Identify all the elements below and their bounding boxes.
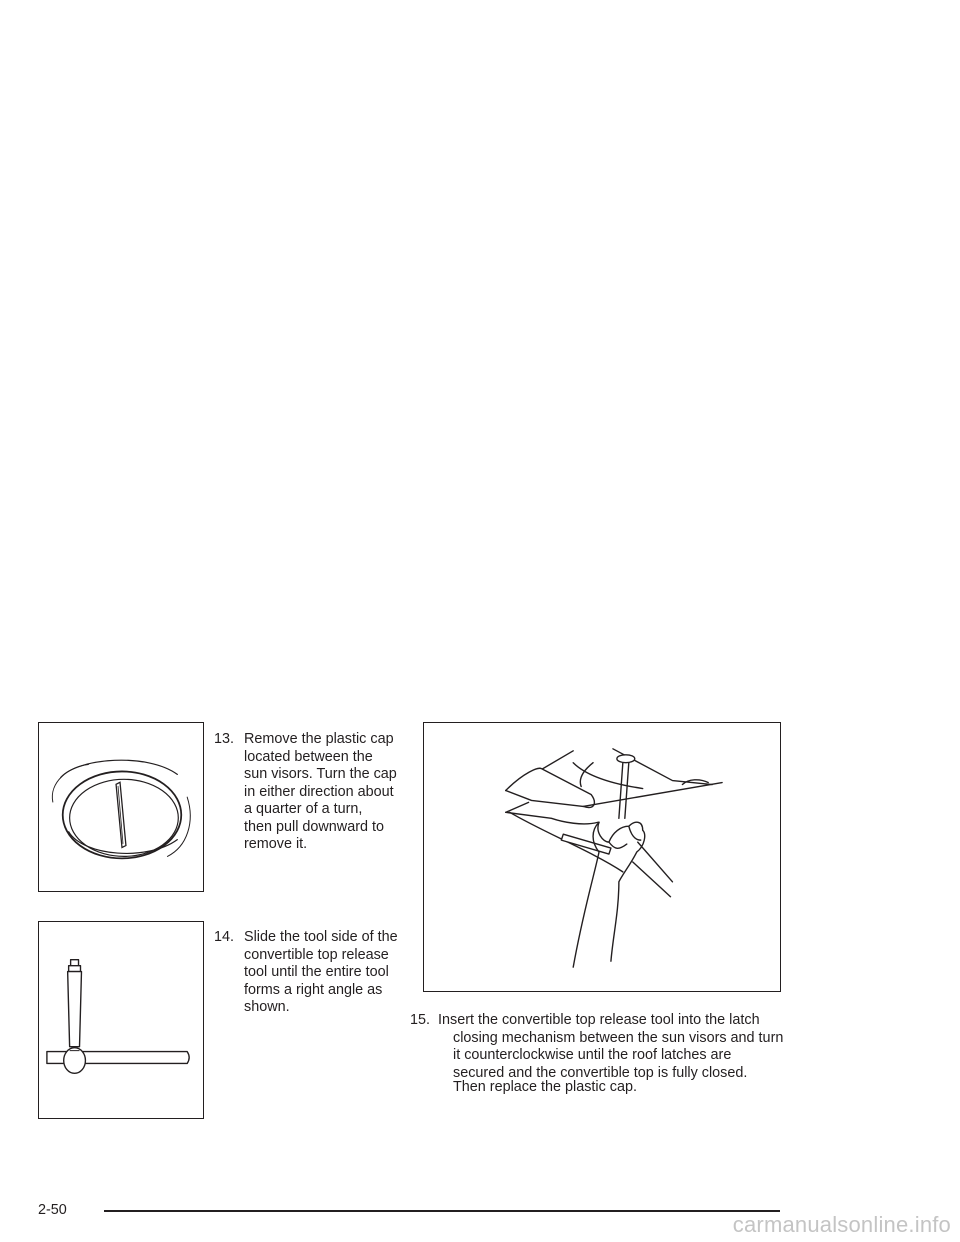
step-text-line: sun visors. Turn the cap (244, 766, 397, 782)
plastic-cap-drawing (39, 723, 203, 891)
step-13 (214, 731, 414, 854)
tool-insertion-illustration (423, 722, 781, 992)
tool-insertion-drawing (424, 723, 780, 991)
footer-rule (104, 1210, 780, 1212)
step-text-line: Remove the plastic cap (244, 731, 394, 747)
step-number: 15. (410, 1012, 431, 1028)
step-text-line: shown. (244, 999, 290, 1015)
step-text-line: in either direction about (244, 783, 394, 800)
step-text-line: remove it. (244, 836, 308, 852)
step-text-line: it counterclockwise until the roof latches are (453, 1047, 732, 1063)
step-text-line: closing mechanism between the sun visors and turn (453, 1029, 784, 1046)
page-number: 2-50 (38, 1202, 67, 1218)
step-text-line: then pull downward to (244, 818, 384, 835)
step-text-line: tool until the entire tool (244, 964, 389, 980)
watermark-text: carmanualsonline.info (732, 1212, 951, 1237)
release-tool-illustration (38, 921, 204, 1119)
step-15 (410, 1012, 800, 1082)
step-14 (214, 929, 414, 1017)
step-text-line: secured and the convertible top is fully closed. (453, 1064, 748, 1081)
replace-cap-note: Then replace the plastic cap. (453, 1079, 637, 1095)
step-text-line: a quarter of a turn, (244, 801, 363, 817)
step-text-line: forms a right angle as (244, 981, 383, 998)
release-tool-drawing (39, 922, 203, 1118)
step-number: 13. (214, 731, 235, 747)
plastic-cap-illustration (38, 722, 204, 892)
step-number: 14. (214, 929, 235, 945)
step-text-line: convertible top release (244, 946, 389, 963)
step-text-line: located between the (244, 748, 373, 765)
step-text-line: Slide the tool side of the (244, 929, 398, 945)
step-text-line: Insert the convertible top release tool into the latch (438, 1012, 760, 1028)
